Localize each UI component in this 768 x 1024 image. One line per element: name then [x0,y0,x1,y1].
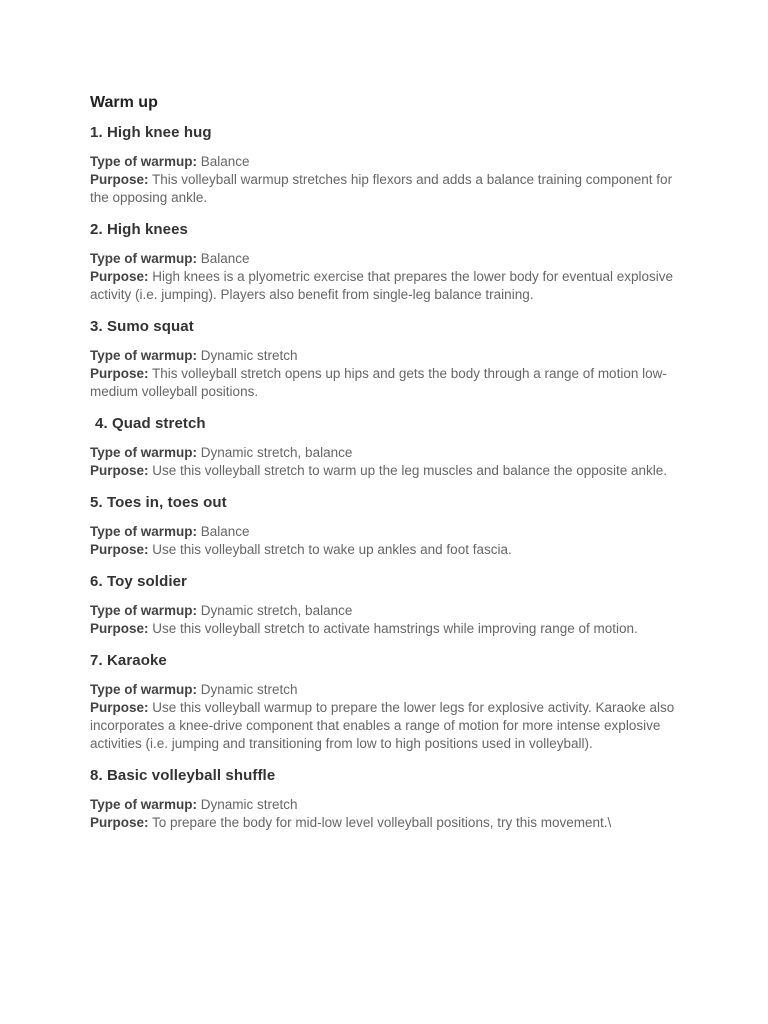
purpose-value: Use this volleyball stretch to warm up the leg muscles and balance the opposite ankle. [152,463,668,478]
purpose-label: Purpose: [90,269,149,284]
type-value: Dynamic stretch [200,348,298,363]
purpose-value: This volleyball stretch opens up hips and gets the body through a range of motion low-medium volleyball positions. [90,366,667,399]
exercise-heading: 5. Toes in, toes out [90,494,227,511]
purpose-line [90,462,688,480]
type-value: Balance [200,154,250,169]
exercise-heading: 2. High knees [90,221,189,238]
type-line [90,153,688,171]
exercise-item-2 [90,220,688,304]
type-label: Type of warmup: [90,603,198,618]
exercise-item-3 [90,317,688,401]
exercise-item-8 [90,766,688,832]
purpose-value: Use this volleyball warmup to prepare the lower legs for explosive activity. Karaoke also incorporates a knee-drive component that enables a range of motion for more intense explosive activities (i.e. jumping and transitioning from low to high positions used in volleyball). [90,700,675,751]
purpose-value: Use this volleyball stretch to activate hamstrings while improving range of motion. [152,621,638,636]
type-label: Type of warmup: [90,682,198,697]
purpose-label: Purpose: [90,172,149,187]
exercise-heading: 8. Basic volleyball shuffle [90,767,276,784]
purpose-label: Purpose: [90,700,149,715]
type-value: Dynamic stretch [200,682,298,697]
type-line [90,796,688,814]
exercise-heading: 6. Toy soldier [90,573,187,590]
type-line [90,250,688,268]
type-label: Type of warmup: [90,348,198,363]
type-label: Type of warmup: [90,445,198,460]
purpose-value: High knees is a plyometric exercise that prepares the lower body for eventual explosive activity (i.e. jumping). Players also benefit from single-leg balance training. [90,269,674,302]
purpose-line [90,171,688,207]
purpose-line [90,365,688,401]
exercise-heading: 4. Quad stretch [95,415,206,432]
purpose-label: Purpose: [90,542,149,557]
purpose-label: Purpose: [90,463,149,478]
type-label: Type of warmup: [90,154,198,169]
purpose-label: Purpose: [90,621,149,636]
exercise-heading: 7. Karaoke [90,652,167,669]
purpose-label: Purpose: [90,366,149,381]
type-line [90,523,688,541]
exercise-item-6 [90,572,688,638]
type-value: Balance [200,251,250,266]
purpose-line [90,268,688,304]
exercise-heading: 1. High knee hug [90,124,212,141]
exercise-heading: 3. Sumo squat [90,318,194,335]
type-line [90,444,688,462]
purpose-value: This volleyball warmup stretches hip flexors and adds a balance training component for the opposing ankle. [90,172,673,205]
type-line [90,681,688,699]
exercise-item-5 [90,493,688,559]
exercise-item-7 [90,651,688,753]
document-title: Warm up [90,94,158,111]
type-label: Type of warmup: [90,251,198,266]
type-value: Balance [200,524,250,539]
purpose-value: To prepare the body for mid-low level volleyball positions, try this movement.\ [152,815,612,830]
purpose-line [90,541,688,559]
type-line [90,602,688,620]
exercise-item-1 [90,123,688,207]
type-label: Type of warmup: [90,797,198,812]
type-value: Dynamic stretch, balance [200,445,353,460]
purpose-value: Use this volleyball stretch to wake up ankles and foot fascia. [152,542,512,557]
type-value: Dynamic stretch, balance [200,603,353,618]
purpose-line [90,699,688,753]
purpose-line [90,620,688,638]
type-line [90,347,688,365]
purpose-label: Purpose: [90,815,149,830]
exercise-item-4 [90,414,688,480]
purpose-line [90,814,688,832]
type-label: Type of warmup: [90,524,198,539]
type-value: Dynamic stretch [200,797,298,812]
